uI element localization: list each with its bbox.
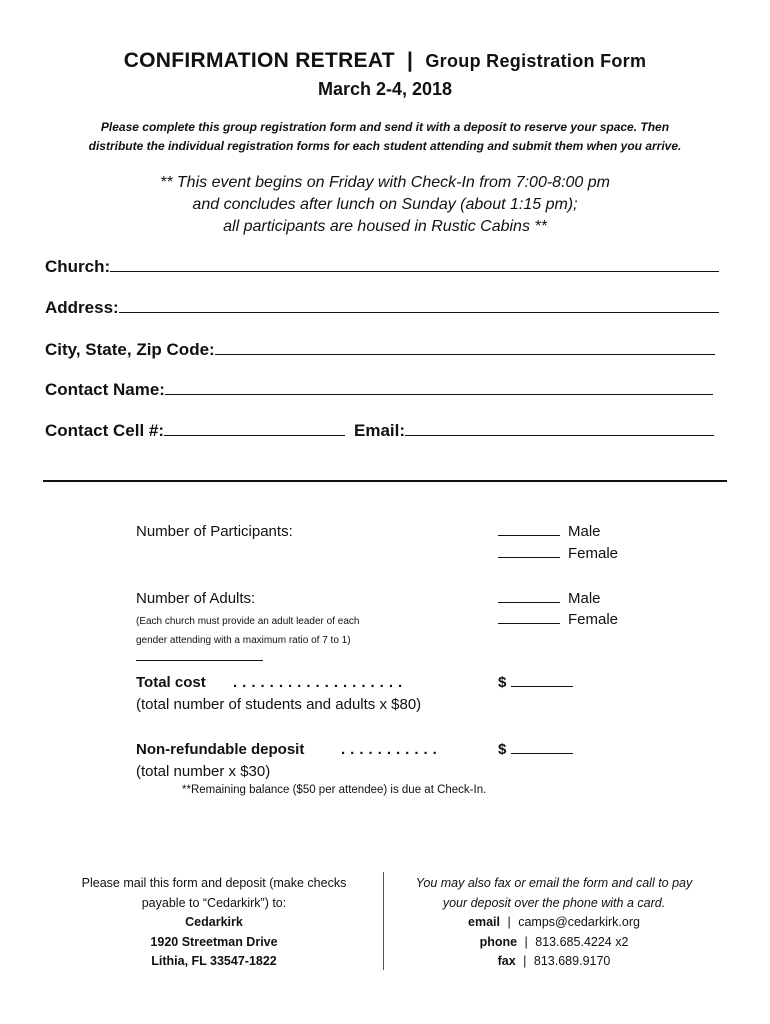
total-cost-currency: $ [498, 674, 507, 691]
mail-street: 1920 Streetman Drive [150, 934, 278, 949]
mail-city: Lithia, FL 33547-1822 [151, 954, 277, 968]
email-label-footer: email [468, 915, 500, 929]
city-state-zip-field[interactable] [45, 339, 715, 360]
total-cost-blank[interactable] [511, 674, 573, 687]
section-divider [43, 480, 727, 482]
adults-female-blank[interactable] [498, 611, 560, 624]
form-title [0, 49, 770, 73]
address-field[interactable] [45, 297, 719, 318]
intro-text [0, 118, 770, 156]
deposit-formula: (total number x $30) [136, 763, 271, 780]
total-cost-amount[interactable] [498, 674, 581, 691]
total-cost-formula: (total number of students and adults x $80) [136, 696, 422, 713]
contact-info [386, 874, 722, 972]
fax-sep: | [523, 954, 527, 968]
adults-label: Number of Adults: [136, 590, 256, 607]
address-line[interactable] [119, 297, 719, 313]
email-field[interactable] [354, 420, 714, 441]
fax-label: fax [497, 954, 516, 968]
deposit-dots: ........... [341, 741, 442, 758]
adults-note-line-1: (Each church must provide an adult leader of each [136, 616, 360, 627]
deposit-blank[interactable] [511, 741, 573, 754]
church-line[interactable] [110, 256, 719, 272]
total-cost-dots: ................... [233, 674, 408, 691]
adults-male-row[interactable] [498, 590, 601, 607]
participants-male-blank[interactable] [498, 523, 560, 536]
event-note [0, 172, 770, 238]
participants-female-label: Female [568, 545, 619, 562]
form-subtitle: Group Registration Form [425, 51, 647, 71]
contact-cell-line[interactable] [164, 420, 345, 436]
mail-line-1: Please mail this form and deposit (make checks [81, 876, 347, 890]
footer-separator [383, 872, 384, 970]
participants-female-row[interactable] [498, 545, 618, 562]
event-title: CONFIRMATION RETREAT [123, 49, 395, 72]
adults-female-label: Female [568, 611, 619, 628]
contact-fax-row [386, 952, 722, 972]
balance-note: **Remaining balance ($50 per attendee) is due at Check-In. [182, 784, 487, 796]
adults-male-blank[interactable] [498, 590, 560, 603]
email-value[interactable]: camps@cedarkirk.org [518, 915, 640, 929]
church-field[interactable] [45, 256, 719, 277]
contact-name-line[interactable] [165, 379, 713, 395]
participants-female-blank[interactable] [498, 545, 560, 558]
adults-note [136, 612, 359, 650]
participants-label: Number of Participants: [136, 523, 293, 540]
title-separator: | [407, 49, 414, 72]
phone-value[interactable]: 813.685.4224 x2 [535, 934, 629, 949]
contact-phone-row [386, 933, 722, 953]
city-state-zip-line[interactable] [215, 339, 715, 355]
event-note-line-1: ** This event begins on Friday with Check-In from 7:00-8:00 pm [160, 174, 610, 191]
deposit-label: Non-refundable deposit [136, 741, 305, 758]
address-label: Address: [45, 298, 119, 317]
participants-male-label: Male [568, 523, 601, 540]
adults-male-label: Male [568, 590, 601, 607]
participants-male-row[interactable] [498, 523, 601, 540]
mail-line-2: payable to “Cedarkirk”) to: [141, 895, 287, 910]
contact-name-field[interactable] [45, 379, 713, 400]
event-note-line-3: all participants are housed in Rustic Cabins ** [223, 218, 547, 235]
email-label: Email: [354, 421, 406, 440]
contact-cell-label: Contact Cell #: [45, 421, 165, 440]
total-cost-label: Total cost [136, 674, 206, 691]
adults-note-rule [136, 660, 263, 661]
email-line[interactable] [405, 420, 714, 436]
deposit-currency: $ [498, 741, 507, 758]
event-dates: March 2-4, 2018 [317, 79, 453, 99]
contact-line-1: You may also fax or email the form and call to pay [415, 876, 693, 890]
city-state-zip-label: City, State, Zip Code: [45, 340, 215, 359]
fax-value[interactable]: 813.689.9170 [533, 954, 611, 968]
adults-female-row[interactable] [498, 611, 618, 628]
intro-line-2: distribute the individual registration forms for each student attending and submit them when you arrive. [88, 139, 682, 153]
mail-instructions [44, 874, 384, 972]
event-note-line-2: and concludes after lunch on Sunday (about 1:15 pm); [192, 196, 578, 213]
intro-line-1: Please complete this group registration form and send it with a deposit to reserve your space. Then [100, 120, 670, 134]
church-label: Church: [45, 257, 111, 276]
deposit-amount[interactable] [498, 741, 581, 758]
email-sep: | [507, 915, 511, 929]
adults-note-line-2: gender attending with a maximum ratio of 7 to 1) [136, 635, 351, 646]
contact-email-row [386, 913, 722, 933]
phone-label: phone [479, 934, 518, 949]
contact-cell-field[interactable] [45, 420, 345, 441]
contact-name-label: Contact Name: [45, 380, 165, 399]
phone-sep: | [524, 934, 528, 949]
mail-name: Cedarkirk [185, 915, 243, 929]
contact-line-2: your deposit over the phone with a card. [442, 895, 666, 910]
